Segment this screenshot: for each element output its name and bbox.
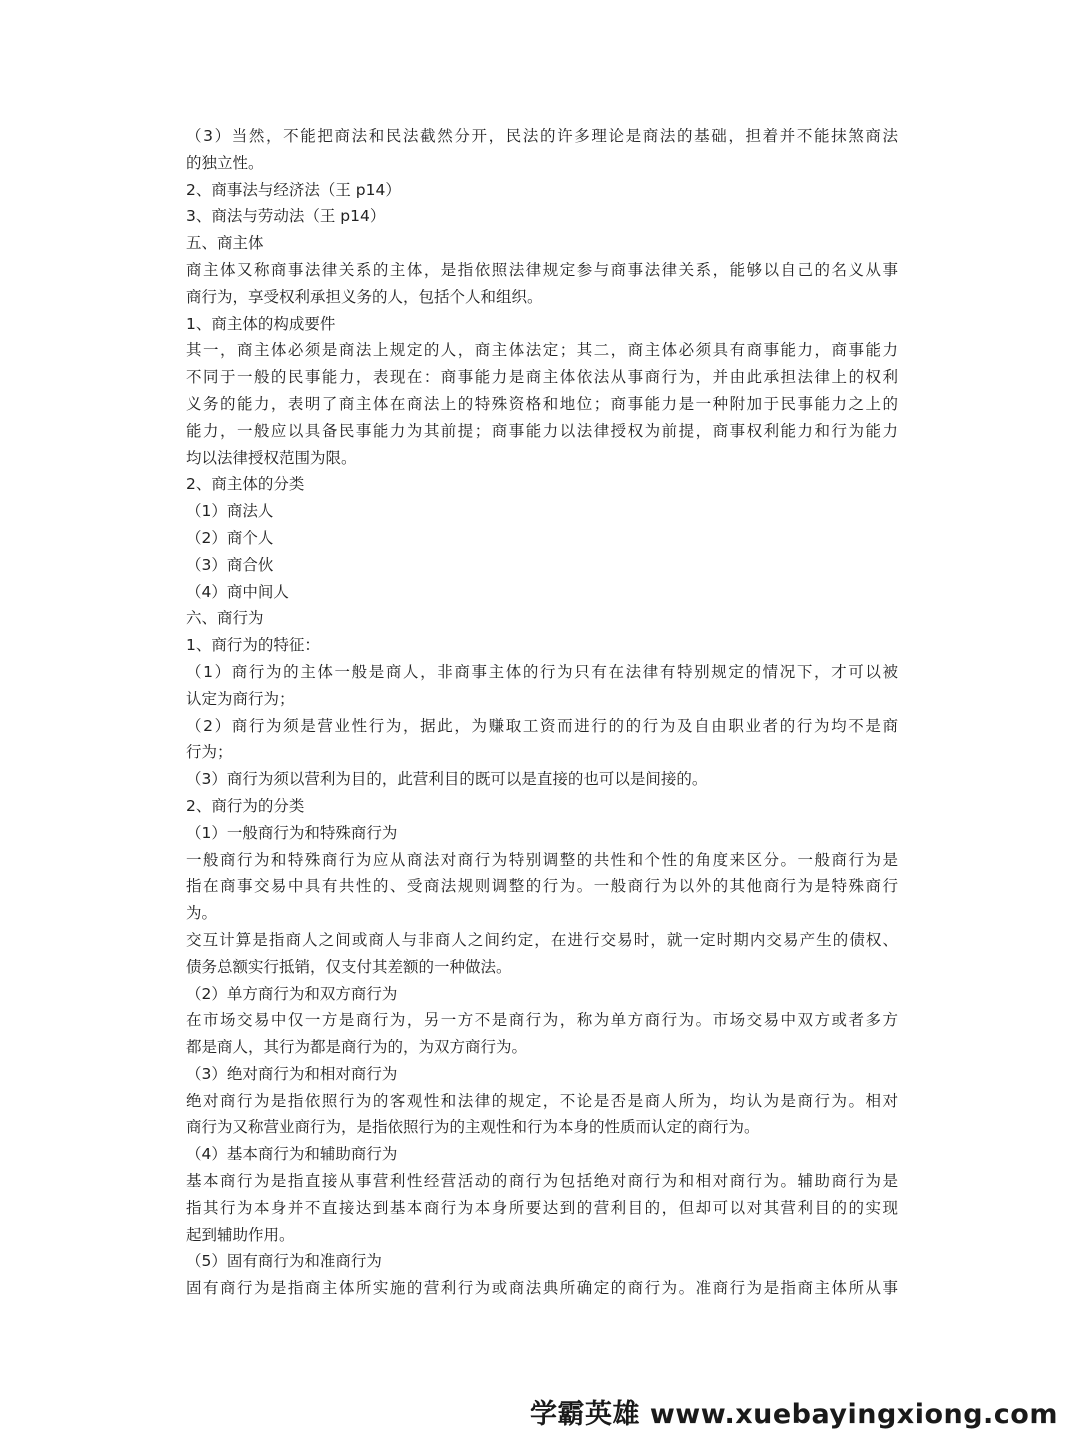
text-line: 在市场交易中仅一方是商行为，另一方不是商行为，称为单方商行为。市场交易中双方或者多方 [186, 1011, 898, 1030]
text-line: 认定为商行为； [186, 689, 295, 708]
text-line: （3）当然，不能把商法和民法截然分开，民法的许多理论是商法的基础，担着并不能抹煞商法 [186, 127, 898, 145]
text-line: 2、商主体的分类 [186, 475, 305, 494]
text-line: 固有商行为是指商主体所实施的营利行为或商法典所确定的商行为。准商行为是指商主体所从事 [186, 1279, 898, 1298]
watermark: 学霸英雄 www.xuebayingxiong.com [529, 1399, 1058, 1430]
text-line: 指在商事交易中具有共性的、受商法规则调整的行为。一般商行为以外的其他商行为是特殊商行 [186, 877, 898, 896]
text-line: （3）商合伙 [186, 555, 274, 574]
text-line: （1）商行为的主体一般是商人，非商事主体的行为只有在法律有特别规定的情况下，才可以被 [186, 662, 898, 681]
text-line: 为。 [186, 904, 218, 923]
text-line: （5）固有商行为和准商行为 [186, 1252, 382, 1271]
text-line: 2、商行为的分类 [186, 796, 305, 815]
text-line: 债务总额实行抵销，仅支付其差额的一种做法。 [186, 957, 512, 976]
text-line: 商行为，享受权利承担义务的人，包括个人和组织。 [186, 287, 543, 306]
text-line: （1）一般商行为和特殊商行为 [186, 823, 398, 842]
text-line: 六、商行为 [186, 609, 264, 628]
text-line: （1）商法人 [186, 502, 274, 521]
text-line: 基本商行为是指直接从事营利性经营活动的商行为包括绝对商行为和相对商行为。辅助商行为是 [186, 1172, 898, 1191]
text-line: 1、商行为的特征： [186, 636, 320, 655]
text-line: 绝对商行为是指依照行为的客观性和法律的规定，不论是否是商人所为，均认为是商行为。相对 [186, 1091, 898, 1110]
text-line: 五、商主体 [186, 234, 264, 253]
text-line: 指其行为本身并不直接达到基本商行为本身所要达到的营利目的，但却可以对其营利目的的实现 [186, 1198, 898, 1217]
text-line: 的独立性。 [186, 153, 264, 172]
text-line: 均以法律授权范围为限。 [186, 448, 357, 467]
text-line: 2、商事法与经济法（王 p14） [186, 180, 401, 199]
text-line: 3、商法与劳动法（王 p14） [186, 207, 386, 226]
text-line: 商主体又称商事法律关系的主体，是指依照法律规定参与商事法律关系，能够以自己的名义从事 [186, 260, 898, 279]
text-line: （3）商行为须以营利为目的，此营利目的既可以是直接的也可以是间接的。 [186, 770, 708, 789]
document-page [186, 123, 898, 1302]
text-line: 一般商行为和特殊商行为应从商法对商行为特别调整的共性和个性的角度来区分。一般商行为是 [186, 850, 898, 869]
text-line: （2）商行为须是营业性行为，据此，为赚取工资而进行的的行为及自由职业者的行为均不是商 [186, 716, 898, 735]
text-line: 1、商主体的构成要件 [186, 314, 336, 333]
text-line: 都是商人，其行为都是商行为的，为双方商行为。 [186, 1038, 528, 1057]
text-line: 能力，一般应以具备民事能力为其前提；商事能力以法律授权为前提，商事权利能力和行为能力 [186, 421, 898, 440]
text-line: 商行为又称营业商行为，是指依照行为的主观性和行为本身的性质而认定的商行为。 [186, 1118, 760, 1137]
text-line: （2）商个人 [186, 528, 274, 547]
text-line: （4）商中间人 [186, 582, 289, 601]
text-line: （4）基本商行为和辅助商行为 [186, 1145, 398, 1164]
text-line: 起到辅助作用。 [186, 1225, 295, 1244]
text-line: 行为； [186, 743, 233, 762]
text-line: （3）绝对商行为和相对商行为 [186, 1064, 398, 1083]
text-line: 其一，商主体必须是商法上规定的人，商主体法定；其二，商主体必须具有商事能力，商事能力 [186, 341, 898, 360]
text-line: 交互计算是指商人之间或商人与非商人之间约定，在进行交易时，就一定时期内交易产生的债权、 [186, 930, 898, 949]
text-line: 不同于一般的民事能力，表现在：商事能力是商主体依法从事商行为，并由此承担法律上的权利 [186, 368, 898, 387]
text-line: 义务的能力，表明了商主体在商法上的特殊资格和地位；商事能力是一种附加于民事能力之上的 [186, 394, 898, 413]
text-line: （2）单方商行为和双方商行为 [186, 984, 398, 1003]
